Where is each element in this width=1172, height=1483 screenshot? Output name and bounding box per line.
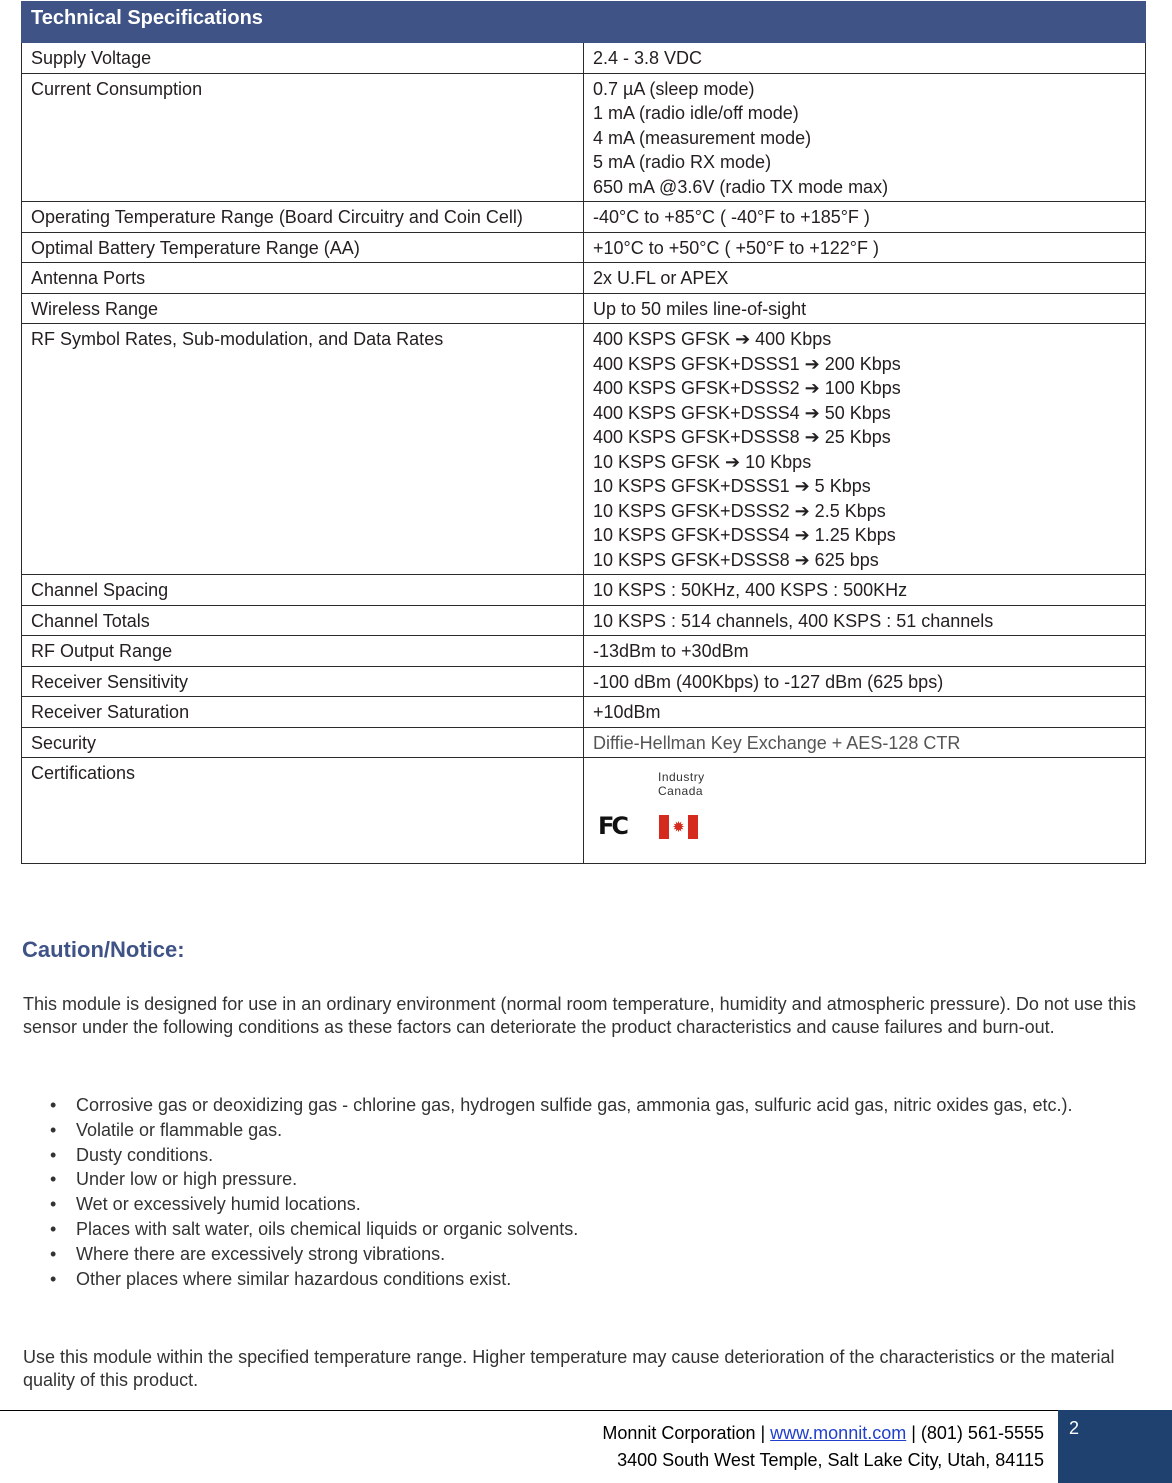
footer-separator: | xyxy=(906,1423,921,1443)
spec-value-line: 0.7 µA (sleep mode) xyxy=(593,78,755,99)
spec-row xyxy=(22,293,1146,324)
bullet-icon: • xyxy=(50,1268,57,1289)
spec-value xyxy=(584,293,1146,324)
spec-value xyxy=(584,697,1146,728)
spec-label: Antenna Ports xyxy=(22,263,584,294)
industry-canada-line: Industry xyxy=(658,770,705,784)
footer-website-link[interactable]: www.monnit.com xyxy=(770,1423,907,1443)
spec-row xyxy=(22,43,1146,74)
spec-value-line: -40°C to +85°C ( -40°F to +185°F ) xyxy=(593,207,870,227)
canada-flag-icon xyxy=(659,815,698,839)
bullet-icon: • xyxy=(50,1144,57,1165)
fcc-logo-icon: FC xyxy=(598,812,627,840)
spec-value-line: 400 KSPS GFSK+DSSS8 ➔ 25 Kbps xyxy=(593,427,891,447)
list-item-text: Wet or excessively humid locations. xyxy=(76,1194,361,1215)
spec-value xyxy=(584,636,1146,667)
bullet-icon: • xyxy=(50,1243,57,1264)
spec-value xyxy=(584,324,1146,575)
spec-value-line: 10 KSPS GFSK+DSSS8 ➔ 625 bps xyxy=(593,549,879,570)
footer-divider xyxy=(0,1410,1058,1411)
technical-specifications-table xyxy=(21,1,1146,864)
spec-table-body xyxy=(22,43,1146,864)
spec-row xyxy=(22,727,1146,758)
list-item-text: Where there are excessively strong vibrations. xyxy=(76,1243,446,1264)
page-number-box xyxy=(1058,1410,1172,1483)
spec-value-line: 4 mA (measurement mode) xyxy=(593,127,812,148)
spec-value-line: 1 mA (radio idle/off mode) xyxy=(593,103,799,123)
spec-value-line: -100 dBm (400Kbps) to -127 dBm (625 bps) xyxy=(593,671,944,692)
spec-row xyxy=(22,666,1146,697)
spec-label: Receiver Saturation xyxy=(22,697,584,728)
spec-row xyxy=(22,324,1146,575)
spec-label: Operating Temperature Range (Board Circuitry and Coin Cell) xyxy=(22,202,584,233)
spec-label: Channel Spacing xyxy=(22,575,584,606)
spec-value xyxy=(584,202,1146,233)
list-item-text: Other places where similar hazardous conditions exist. xyxy=(76,1268,512,1289)
spec-row xyxy=(22,697,1146,728)
list-item-text: Volatile or flammable gas. xyxy=(76,1119,283,1140)
spec-row xyxy=(22,202,1146,233)
spec-label: Current Consumption xyxy=(22,73,584,202)
spec-value-line: 10 KSPS GFSK+DSSS4 ➔ 1.25 Kbps xyxy=(593,525,896,545)
spec-value-line: 400 KSPS GFSK+DSSS2 ➔ 100 Kbps xyxy=(593,378,901,398)
maple-leaf-icon: ✹ xyxy=(669,815,688,839)
spec-value xyxy=(584,232,1146,263)
spec-row xyxy=(22,605,1146,636)
spec-row-certifications xyxy=(22,758,1146,864)
spec-value-line: Up to 50 miles line-of-sight xyxy=(593,298,807,319)
list-item-text: Places with salt water, oils chemical liquids or organic solvents. xyxy=(76,1218,579,1239)
list-item xyxy=(50,1143,1140,1168)
bullet-icon: • xyxy=(50,1194,57,1215)
list-item xyxy=(50,1167,1140,1192)
table-title: Technical Specifications xyxy=(22,2,1146,43)
list-item xyxy=(50,1267,1140,1292)
bullet-icon: • xyxy=(50,1169,57,1190)
spec-value-line: 650 mA @3.6V (radio TX mode max) xyxy=(593,176,889,197)
industry-canada-label xyxy=(658,770,705,798)
spec-value xyxy=(584,666,1146,697)
spec-value xyxy=(584,605,1146,636)
spec-label: Certifications xyxy=(22,758,584,864)
spec-value-line: 10 KSPS : 514 channels, 400 KSPS : 51 channels xyxy=(593,610,994,631)
spec-value xyxy=(584,263,1146,294)
spec-label: Security xyxy=(22,727,584,758)
spec-value xyxy=(584,43,1146,74)
spec-label: Supply Voltage xyxy=(22,43,584,74)
caution-title: Caution/Notice: xyxy=(22,937,185,962)
page-number: 2 xyxy=(1069,1418,1080,1438)
spec-row xyxy=(22,575,1146,606)
footer-phone: (801) 561-5555 xyxy=(920,1423,1044,1443)
caution-outro: Use this module within the specified temperature range. Higher temperature may cause deterioration of the characteristics or the material quality of this product. xyxy=(23,1347,1115,1390)
footer-address: 3400 South West Temple, Salt Lake City, Utah, 84115 xyxy=(617,1450,1044,1470)
spec-value-line: 10 KSPS GFSK+DSSS2 ➔ 2.5 Kbps xyxy=(593,500,886,521)
spec-value xyxy=(584,575,1146,606)
spec-row xyxy=(22,73,1146,202)
footer-contact xyxy=(602,1420,1044,1474)
certification-logos xyxy=(584,758,1146,864)
table-header-row xyxy=(22,2,1146,43)
spec-value-line: 2.4 - 3.8 VDC xyxy=(593,48,703,68)
spec-value-line: +10dBm xyxy=(593,702,661,722)
spec-value-line: Diffie-Hellman Key Exchange + AES-128 CTR xyxy=(593,732,961,753)
spec-value-line: 5 mA (radio RX mode) xyxy=(593,152,772,172)
footer-company: Monnit Corporation xyxy=(602,1423,756,1443)
spec-value-line: 10 KSPS : 50KHz, 400 KSPS : 500KHz xyxy=(593,580,908,600)
spec-label: Wireless Range xyxy=(22,293,584,324)
list-item xyxy=(50,1217,1140,1242)
spec-row xyxy=(22,636,1146,667)
spec-value-line: 400 KSPS GFSK+DSSS4 ➔ 50 Kbps xyxy=(593,402,891,423)
bullet-icon: • xyxy=(50,1218,57,1239)
list-item-text: Corrosive gas or deoxidizing gas - chlorine gas, hydrogen sulfide gas, ammonia gas, sulfuric acid gas, nitric oxides gas, etc.). xyxy=(76,1095,1073,1115)
spec-label: RF Output Range xyxy=(22,636,584,667)
caution-intro: This module is designed for use in an ordinary environment (normal room temperature, humidity and atmospheric pressure). Do not use this sensor under the following conditions as these factors can deteriorate the product characteristics and cause failures and burn-out. xyxy=(23,994,1136,1037)
list-item xyxy=(50,1093,1140,1118)
list-item xyxy=(50,1192,1140,1217)
spec-label: Optimal Battery Temperature Range (AA) xyxy=(22,232,584,263)
spec-label: Receiver Sensitivity xyxy=(22,666,584,697)
bullet-icon: • xyxy=(50,1095,57,1115)
spec-value xyxy=(584,727,1146,758)
footer-separator: | xyxy=(755,1423,771,1443)
spec-value-line: 2x U.FL or APEX xyxy=(593,268,729,288)
list-item xyxy=(50,1118,1140,1143)
hazard-conditions-list xyxy=(50,1093,1140,1291)
list-item-text: Dusty conditions. xyxy=(76,1144,214,1165)
spec-value xyxy=(584,73,1146,202)
list-item xyxy=(50,1242,1140,1267)
spec-row xyxy=(22,263,1146,294)
list-item-text: Under low or high pressure. xyxy=(76,1169,298,1190)
spec-value-line: 400 KSPS GFSK+DSSS1 ➔ 200 Kbps xyxy=(593,353,901,374)
spec-value-line: 10 KSPS GFSK ➔ 10 Kbps xyxy=(593,451,812,472)
spec-row xyxy=(22,232,1146,263)
spec-value-line: -13dBm to +30dBm xyxy=(593,641,749,661)
spec-label: Channel Totals xyxy=(22,605,584,636)
spec-label: RF Symbol Rates, Sub-modulation, and Data Rates xyxy=(22,324,584,575)
spec-value-line: 10 KSPS GFSK+DSSS1 ➔ 5 Kbps xyxy=(593,476,871,496)
footer-line-1 xyxy=(602,1420,1044,1447)
bullet-icon: • xyxy=(50,1119,57,1140)
industry-canada-line: Canada xyxy=(658,784,704,798)
spec-value-line: +10°C to +50°C ( +50°F to +122°F ) xyxy=(593,237,879,258)
spec-value-line: 400 KSPS GFSK ➔ 400 Kbps xyxy=(593,329,832,349)
